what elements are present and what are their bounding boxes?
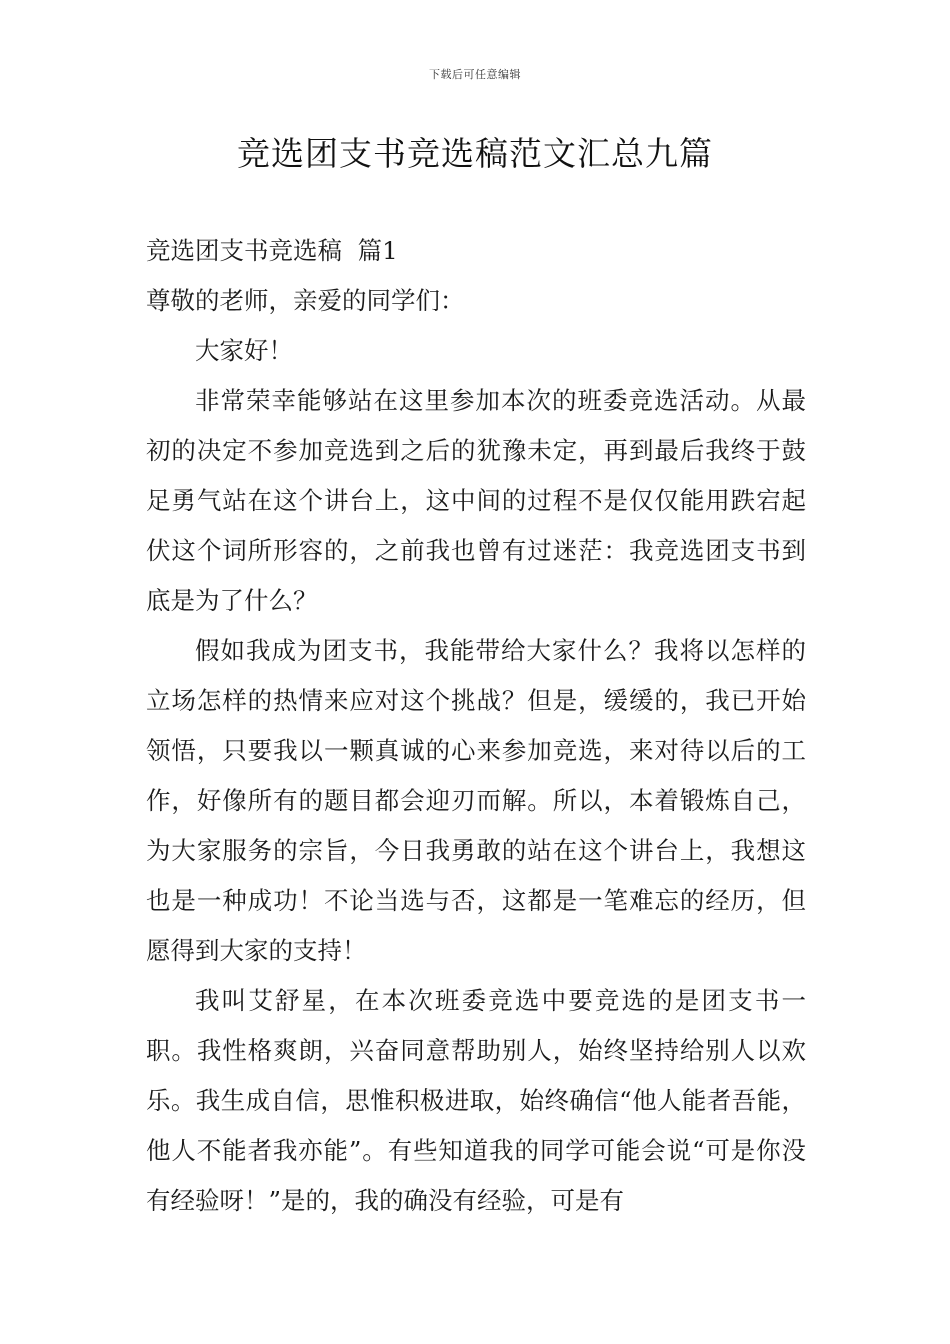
paragraph: 我叫艾舒星，在本次班委竞选中要竞选的是团支书一职。我性格爽朗，兴奋同意帮助别人，始终坚持给别人以欢乐。我生成自信，思惟积极进取，始终确信“他人能者吾能，他人不能者我亦能”。有些知道我的同学可能会说“可是你没有经验呀！”是的，我的确没有经验，可是有	[146, 986, 806, 1215]
section-heading: 竞选团支书竞选稿 篇1	[146, 236, 398, 265]
paragraph-greeting: 大家好！	[195, 336, 293, 365]
paragraph: 非常荣幸能够站在这里参加本次的班委竞选活动。从最初的决定不参加竞选到之后的犹豫未定，再到最后我终于鼓足勇气站在这个讲台上，这中间的过程不是仅仅能用跌宕起伏这个词所形容的，之前我也曾有过迷茫：我竞选团支书到底是为了什么？	[146, 386, 806, 615]
salutation: 尊敬的老师，亲爱的同学们：	[146, 286, 465, 315]
document-body	[146, 226, 806, 1226]
paragraph: 假如我成为团支书，我能带给大家什么？我将以怎样的立场怎样的热情来应对这个挑战？但是，缓缓的，我已开始领悟，只要我以一颗真诚的心来参加竞选，来对待以后的工作，好像所有的题目都会迎刃而解。所以，本着锻炼自己，为大家服务的宗旨，今日我勇敢的站在这个讲台上，我想这也是一种成功！不论当选与否，这都是一笔难忘的经历，但愿得到大家的支持！	[146, 636, 806, 965]
document-title: 竞选团支书竞选稿范文汇总九篇	[237, 134, 713, 173]
header-note: 下载后可任意编辑	[429, 68, 521, 81]
